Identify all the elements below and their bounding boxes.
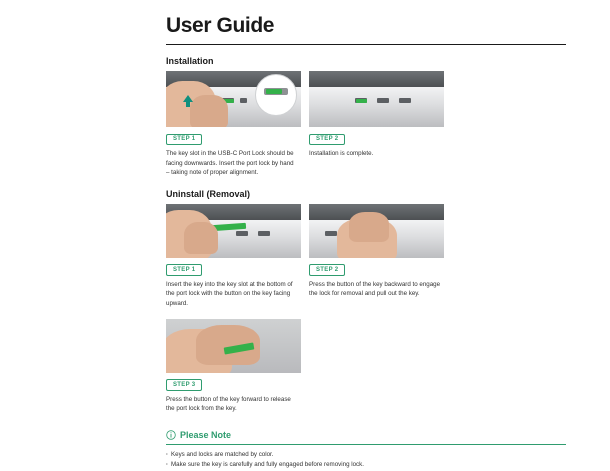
install-step1-photo <box>166 71 301 127</box>
laptop-port-a <box>236 231 248 236</box>
content-column <box>166 0 566 469</box>
installation-steps-row <box>166 71 566 178</box>
uninstall-step1-photo <box>166 204 301 258</box>
laptop-port-b <box>258 231 270 236</box>
step-caption: Installation is complete. <box>309 150 374 157</box>
please-note-title: Please Note <box>180 429 232 440</box>
please-note-list <box>166 450 566 471</box>
uninstall-steps-row-2 <box>166 319 566 414</box>
laptop-port-b <box>240 98 247 103</box>
laptop-port-c <box>399 98 411 103</box>
fingers-illustration <box>349 212 389 242</box>
step-caption: Insert the key into the key slot at the bottom of the port lock with the button on the key facing upward. <box>166 280 293 308</box>
fingers-illustration <box>184 222 218 254</box>
title-divider <box>166 44 566 45</box>
please-note-block <box>166 430 566 471</box>
uninstall-step-3 <box>166 319 301 414</box>
step-caption: Press the button of the key backward to engage the lock for removal and pull out the key. <box>309 280 441 298</box>
step-caption: Press the button of the key forward to release the port lock from the key. <box>166 395 291 413</box>
step-badge: STEP 2 <box>309 264 345 276</box>
uninstall-step-1 <box>166 204 301 309</box>
laptop-screen-edge <box>309 71 444 87</box>
callout-green-key <box>266 89 282 94</box>
laptop-port-a <box>325 231 337 236</box>
uninstall-steps-row-1 <box>166 204 566 309</box>
uninstall-step2-photo <box>309 204 444 258</box>
laptop-body <box>309 87 444 127</box>
install-step2-photo <box>309 71 444 127</box>
uninstall-step-2 <box>309 204 444 309</box>
step-badge: STEP 2 <box>309 134 345 146</box>
section-heading-installation: Installation <box>166 56 214 66</box>
insert-arrow-icon <box>183 95 193 102</box>
list-item: · Keys and locks are matched by color. <box>166 450 566 461</box>
please-note-header <box>166 430 566 440</box>
fingers-illustration <box>190 95 228 127</box>
install-step-1 <box>166 71 301 178</box>
step-badge: STEP 3 <box>166 379 202 391</box>
installed-port-lock <box>356 99 367 103</box>
page-title: User Guide <box>166 14 275 37</box>
list-item: · Make sure the key is carefully and fully engaged before removing lock. <box>166 460 566 471</box>
step-badge: STEP 1 <box>166 134 202 146</box>
info-circle-icon <box>166 430 176 440</box>
uninstall-step3-photo <box>166 319 301 373</box>
step-badge: STEP 1 <box>166 264 202 276</box>
zoom-callout-circle <box>255 74 297 116</box>
section-heading-uninstall: Uninstall (Removal) <box>166 188 251 199</box>
step-caption: The key slot in the USB-C Port Lock should be facing downwards. Insert the port lock by hand – taking note of proper alignment. <box>166 150 294 177</box>
please-note-divider <box>166 444 566 445</box>
install-step-2 <box>309 71 444 178</box>
laptop-port-b <box>377 98 389 103</box>
